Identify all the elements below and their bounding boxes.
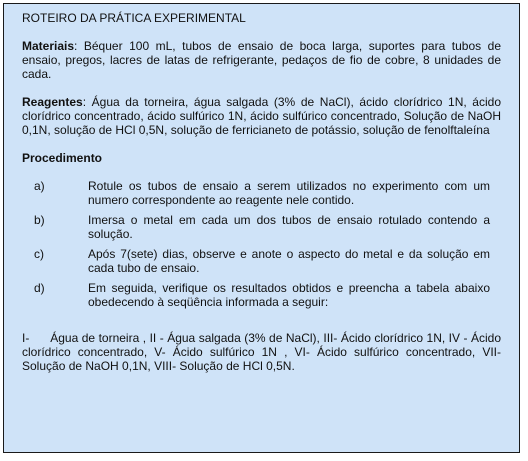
list-item (22, 281, 501, 309)
document-title: ROTEIRO DA PRÁTICA EXPERIMENTAL (22, 11, 246, 25)
step-text: Após 7(sete) dias, observe e anote o aspecto do metal e da solução em cada tubo de ensaio. (88, 247, 490, 275)
reagentes-label: Reagentes (22, 95, 83, 109)
step-letter: d) (34, 281, 45, 295)
reagent-sequence-text: I- Água de torneira , II - Água salgada (3% de NaCl), III- Ácido clorídrico 1N, IV - Ácido clorídrico concentrado, V- Ácido sulfúrico 1N , VI- Ácido sulfúrico concentrado, VII- Solução de NaOH 0,1N, VIII- Solução de HCl 0,5N. (22, 331, 505, 373)
document-text-box (3, 3, 520, 453)
reagentes-paragraph (22, 95, 501, 137)
list-item (22, 247, 501, 275)
list-item (22, 179, 501, 207)
materiais-paragraph (22, 39, 501, 81)
reagentes-text: : Água da torneira, água salgada (3% de NaCl), ácido clorídrico 1N, ácido clorídrico concentrado, ácido sulfúrico 1N, ácido sulfúrico concentrado, Solução de NaOH 0,1N, solução de HCl 0,5N, solução de ferricianeto de potássio, solução de fenolftaleína (22, 95, 501, 137)
step-letter: b) (34, 213, 45, 227)
step-letter: a) (34, 179, 45, 193)
materiais-label: Materiais (22, 39, 75, 53)
procedimento-steps-list (22, 179, 501, 309)
step-text: Em seguida, verifique os resultados obtidos e preencha a tabela abaixo obedecendo à seqüência informada a seguir: (88, 281, 490, 309)
procedimento-heading: Procedimento (22, 151, 103, 165)
list-item (22, 213, 501, 241)
materiais-text: : Béquer 100 mL, tubos de ensaio de boca larga, suportes para tubos de ensaio, pregos, lacres de latas de refrigerante, pedaços de fio de cobre, 8 unidades de cada. (22, 39, 501, 81)
step-letter: c) (34, 247, 44, 261)
step-text: Rotule os tubos de ensaio a serem utilizados no experimento com um numero correspondente ao reagente nele contido. (88, 179, 490, 207)
step-text: Imersa o metal em cada um dos tubos de ensaio rotulado contendo a solução. (88, 213, 490, 241)
